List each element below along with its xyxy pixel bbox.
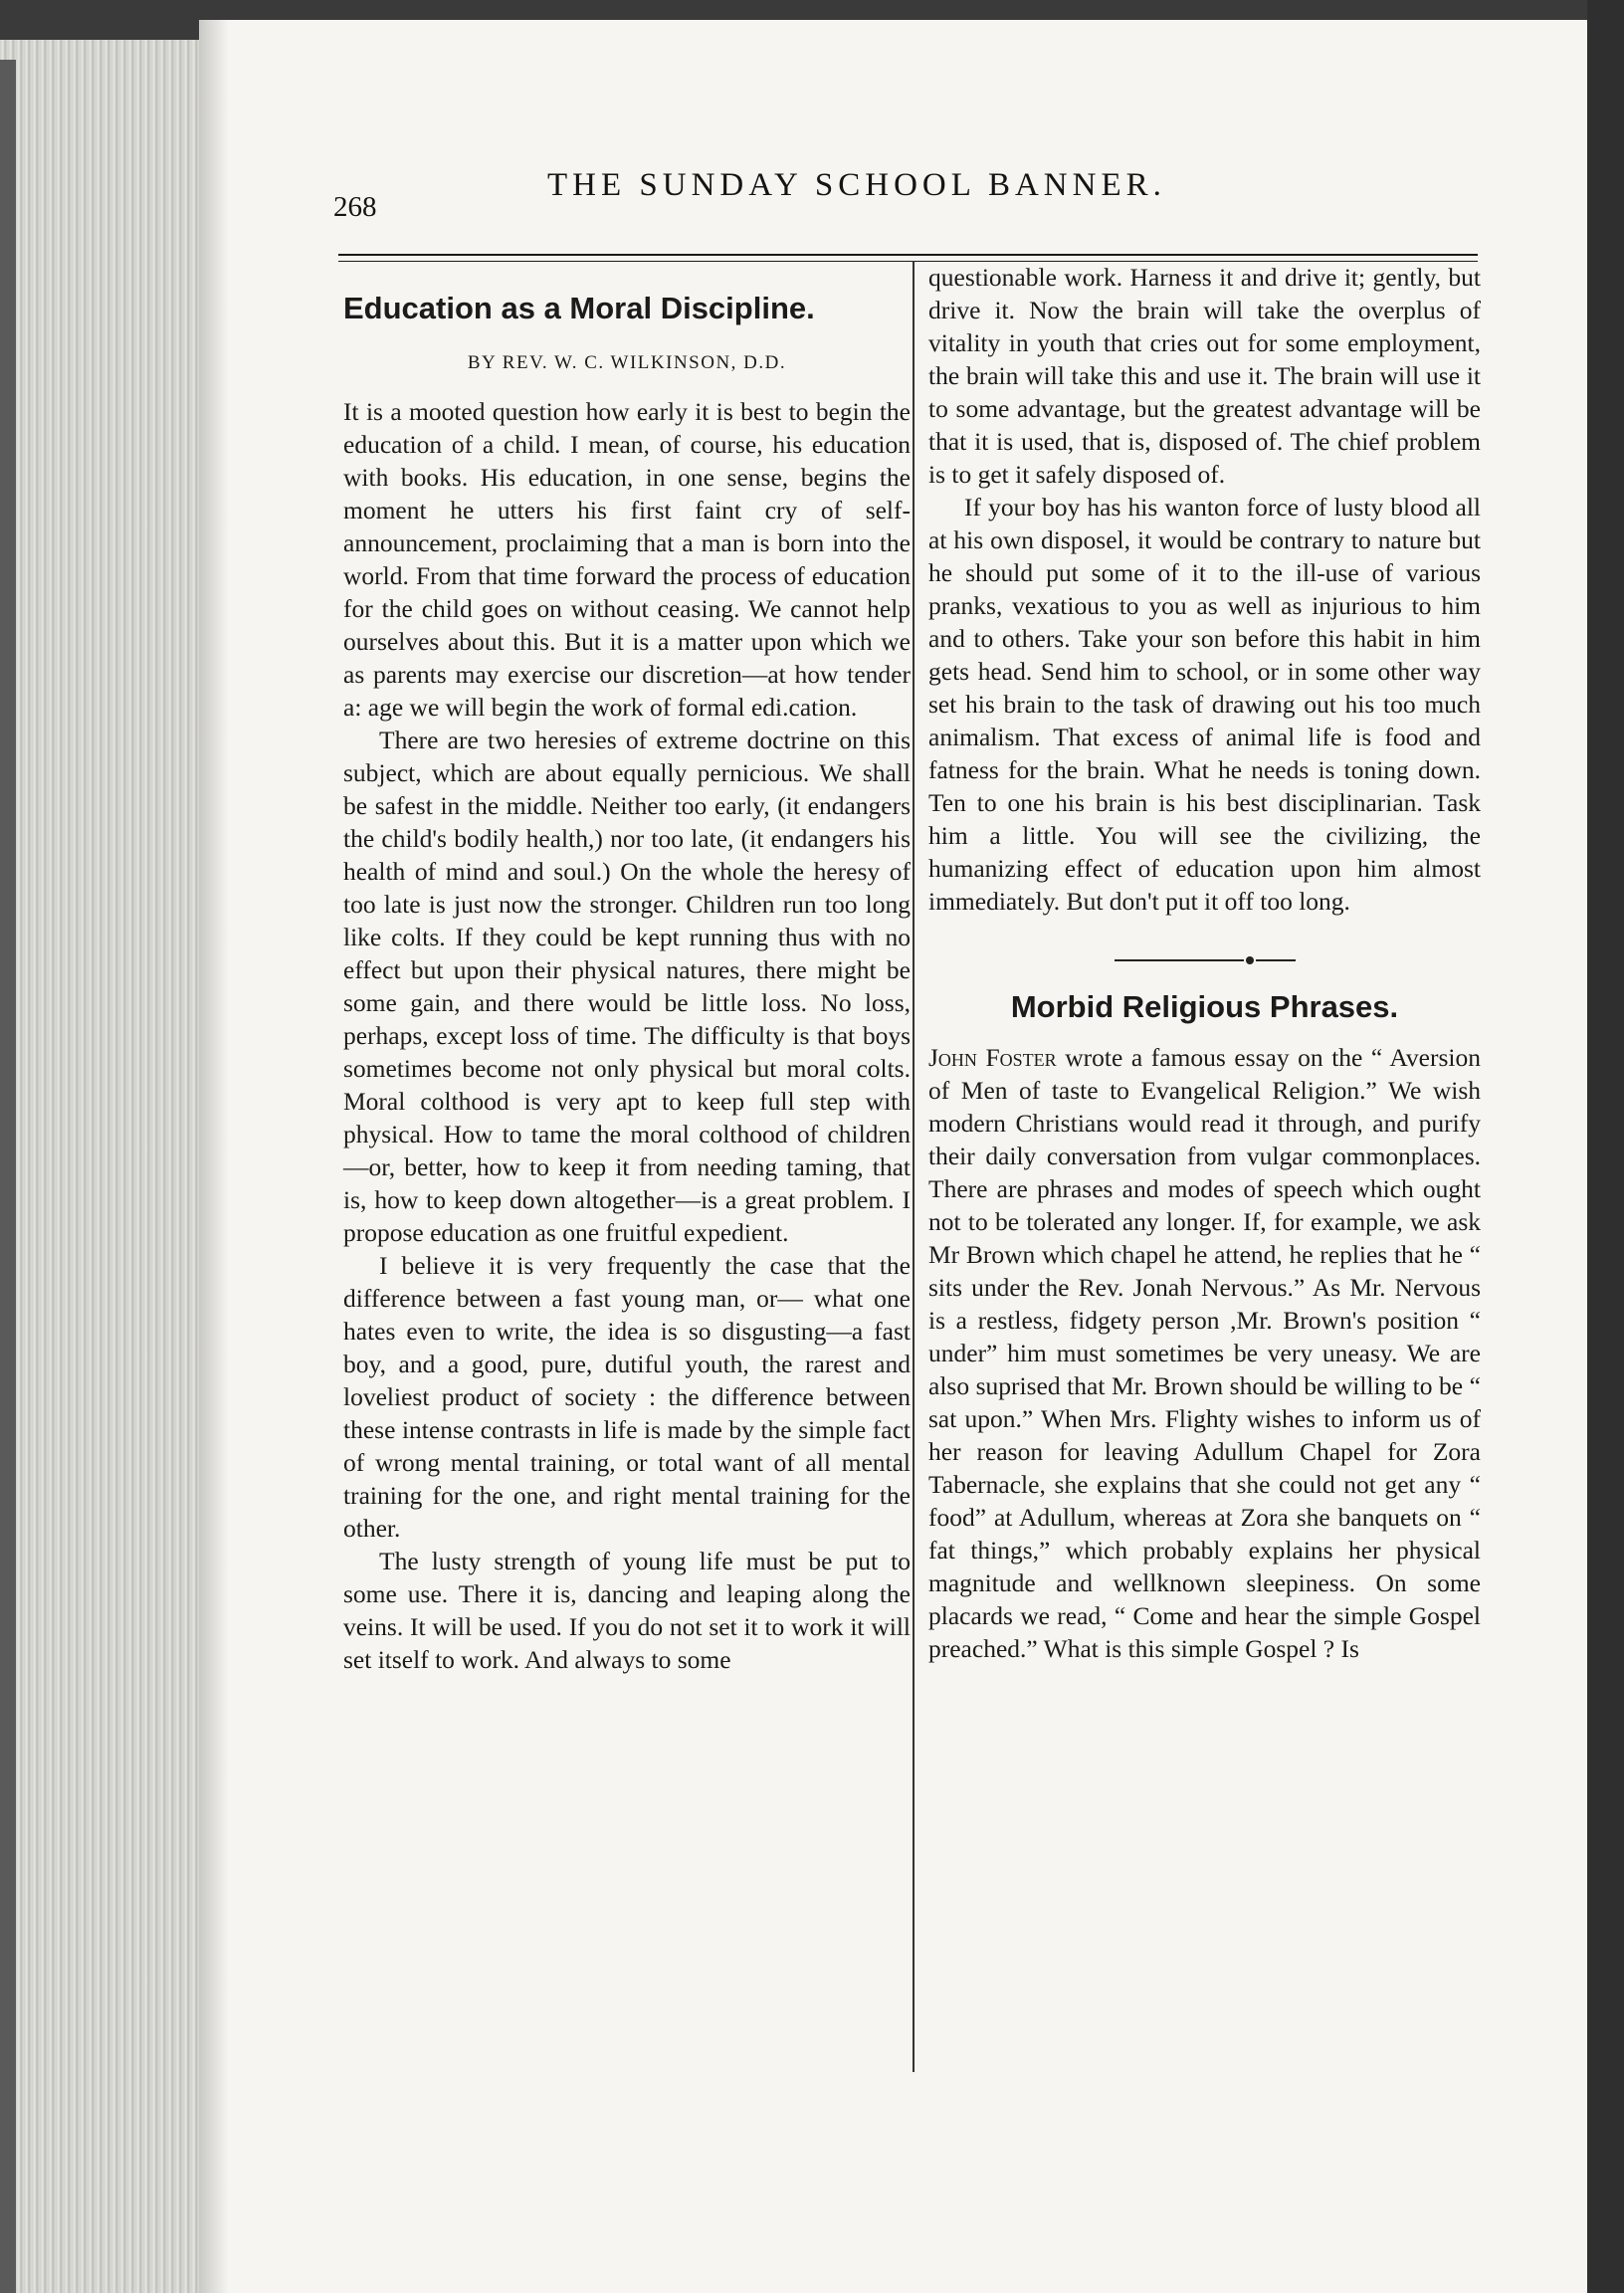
article-paragraph-continued: If your boy has his wanton force of lusty blood all at his own disposel, it would be contrary to nature but he should put some of it to the ill-use of various pranks, vexatious to you as well as injurious to him and to others. Take your son before this habit in him gets head. Send him to school, or in some other way set his brain to the task of drawing out his too much animalism. That excess of animal life is food and fatness for the brain. What he needs is toning down. Ten to one his brain is his best disciplinarian. Task him a little. You will see the civilizing, the humanizing effect of education upon him almost immediately. But don't put it off too long. [928, 493, 1481, 916]
article-paragraph-continued: questionable work. Harness it and drive it; gently, but drive it. Now the brain will take the overplus of vitality in youth that cries out for some employment, the brain will take this and use it. The brain will use it to some advantage, but the greatest advantage will be that it is used, that is, disposed of. The chief problem is to get it safely disposed of. [928, 263, 1481, 489]
article-byline: BY REV. W. C. WILKINSON, D.D. [467, 352, 787, 373]
ornament-rule-left [1115, 959, 1244, 961]
page-number: 268 [333, 191, 377, 223]
article-paragraph [928, 1041, 1481, 1665]
ornament-dot [1246, 956, 1254, 964]
section-ornament [928, 941, 1481, 963]
article-paragraph: I believe it is very frequently the case that the difference between a fast young man, or— what one hates even to write, the idea is so disgusting—a fast boy, and a good, pure, dutiful youth, the rarest and loveliest product of society : the difference between these intense contrasts in life is made by the simple fact of wrong mental training, or total want of all mental training for the one, and right mental training for the other. [343, 1251, 911, 1543]
right-column [928, 261, 1481, 1665]
page-binding-shadow [199, 20, 229, 2293]
article-paragraph: There are two heresies of extreme doctrine on this subject, which are about equally pernicious. We shall be safest in the middle. Neither too early, (it endangers the child's bodily health,) nor too late, (it endangers his health of mind and soul.) On the whole the heresy of too late is just now the stronger. Children run too long like colts. If they could be kept running thus with no effect but upon their physical natures, there might be some gain, and there would be little loss. No loss, perhaps, except loss of time. The difficulty is that boys sometimes become not only physical but moral colts. Moral colthood is very apt to keep full step with physical. How to tame the moral colthood of children—or, better, how to keep it from needing taming, that is, how to keep down altogether—is a great problem. I propose education as one fruitful expedient. [343, 726, 911, 1247]
book-page-edges [0, 40, 204, 2293]
article-paragraph: The lusty strength of young life must be put to some use. There it is, dancing and leaping along the veins. It will be used. If you do not set it to work it will set itself to work. And always to some [343, 1547, 911, 1674]
column-divider [913, 261, 914, 2072]
article-title: Morbid Religious Phrases. [1010, 989, 1399, 1024]
book-cover-edge [0, 60, 16, 2293]
article-paragraph: It is a mooted question how early it is best to begin the education of a child. I mean, of course, his education with books. His education, in one sense, begins the moment he utters his first faint cry of self-announcement, proclaiming that a man is born into the world. From that time forward the process of education for the child goes on without ceasing. We cannot help ourselves about this. But it is a matter upon which we as parents may exercise our discretion—at how tender a: age we will begin the work of formal edi.cation. [343, 397, 911, 722]
article-paragraph-text: wrote a famous essay on the “ Aversion of Men of taste to Evangelical Religion.” We wish modern Christians would read it through, and purify their daily conversation from vulgar commonplaces. There are phrases and modes of speech which ought not to be tolerated any longer. If, for example, we ask Mr Brown which chapel he attend, he replies that he “ sits under the Rev. Jonah Nervous.” As Mr. Nervous is a restless, fidgety person ,Mr. Brown's position “ under” him must sometimes be very uneasy. We are also suprised that Mr. Brown should be willing to be “ sat upon.” When Mrs. Flighty wishes to inform us of her reason for leaving Adullum Chapel for Zora Tabernacle, she explains that she could not get any “ food” at Adullum, whereas at Zora she banquets on “ fat things,” which probably explains her physical magnitude and wellknown sleepiness. On some placards we read, “ Come and hear the simple Gospel preached.” What is this simple Gospel ? Is [928, 1043, 1481, 1663]
scan-background-right [1587, 0, 1624, 2293]
ornament-rule-right [1256, 959, 1296, 961]
left-column [343, 289, 911, 1676]
article-title: Education as a Moral Discipline. [343, 291, 815, 325]
page-header [333, 167, 1478, 223]
running-title: THE SUNDAY SCHOOL BANNER. [547, 167, 1166, 203]
lead-in-smallcaps: John Foster [928, 1043, 1057, 1072]
